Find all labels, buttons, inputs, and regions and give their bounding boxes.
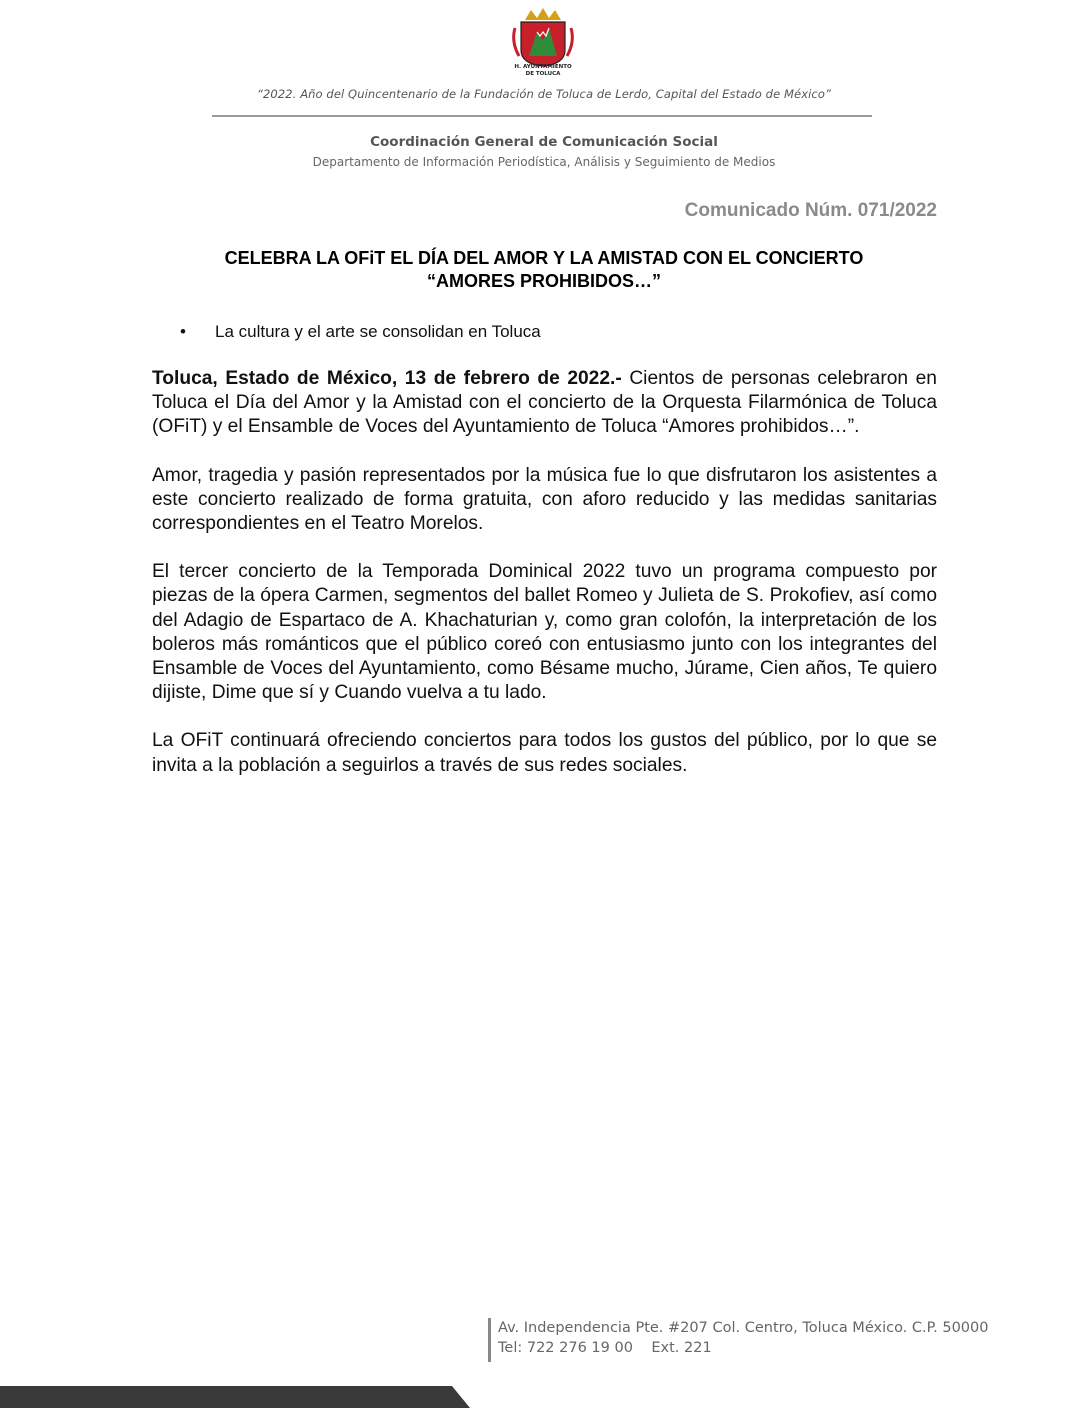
paragraph: El tercer concierto de la Temporada Dominical 2022 tuvo un programa compuesto por piezas de la ópera Carmen, segmentos del ballet Romeo y Julieta de S. Prokofiev, así como del Adagio de Espartaco de A. Khachaturian y, como gran colofón, la interpretación de los boleros más románticos que el público coreó con entusiasmo junto con los integrantes del Ensamble de Voces del Ayuntamiento, como Bésame mucho, Júrame, Cien años, Te quiero dijiste, Dime que sí y Cuando vuelva a tu lado. (152, 561, 937, 704)
headline-line-1: CELEBRA LA OFiT EL DÍA DEL AMOR Y LA AMISTAD CON EL CONCIERTO (224, 248, 864, 268)
headline-line-2: “AMORES PROHIBIDOS…” (426, 271, 662, 291)
communique-number: Comunicado Núm. 071/2022 (684, 200, 937, 221)
logo-caption: H. AYUNTAMIENTO DE TOLUCA (514, 64, 572, 77)
paragraph (152, 367, 937, 440)
summary-bullets (180, 321, 541, 343)
year-motto: “2022. Año del Quincentenario de la Fundación de Toluca de Lerdo, Capital del Estado de México” (256, 87, 832, 101)
footer-stripe (0, 1386, 470, 1408)
bullet-icon: • (180, 322, 186, 341)
paragraph: La OFiT continuará ofreciendo conciertos para todos los gustos del público, por lo que se invita a la población a seguirlos a través de sus redes sociales. (152, 730, 937, 776)
footer-phone: Tel: 722 276 19 00 Ext. 221 (498, 1340, 712, 1356)
header-divider (212, 115, 872, 117)
bullet-text: La cultura y el arte se consolidan en Toluca (215, 322, 541, 341)
footer-divider (488, 1318, 491, 1362)
bullet-item (180, 321, 541, 343)
dateline: Toluca, Estado de México, 13 de febrero de 2022.- (152, 368, 622, 389)
department-title: Departamento de Información Periodística, Análisis y Seguimiento de Medios (312, 155, 776, 169)
paragraph-text: Cientos de personas celebraron en Toluca el Día del Amor y la Amistad con el concierto de la Orquesta Filarmónica de Toluca (OFiT) y el Ensamble de Voces del Ayuntamiento de Toluca “Amores prohibidos…”. (152, 368, 937, 438)
headline (150, 247, 938, 293)
coordination-title: Coordinación General de Comunicación Social (370, 134, 718, 150)
footer-address: Av. Independencia Pte. #207 Col. Centro, Toluca México. C.P. 50000 (498, 1320, 989, 1336)
paragraph: Amor, tragedia y pasión representados por la música fue lo que disfrutaron los asistentes a este concierto realizado de forma gratuita, con aforo reducido y las medidas sanitarias correspondientes en el Teatro Morelos. (152, 464, 937, 535)
article-body (152, 367, 937, 802)
